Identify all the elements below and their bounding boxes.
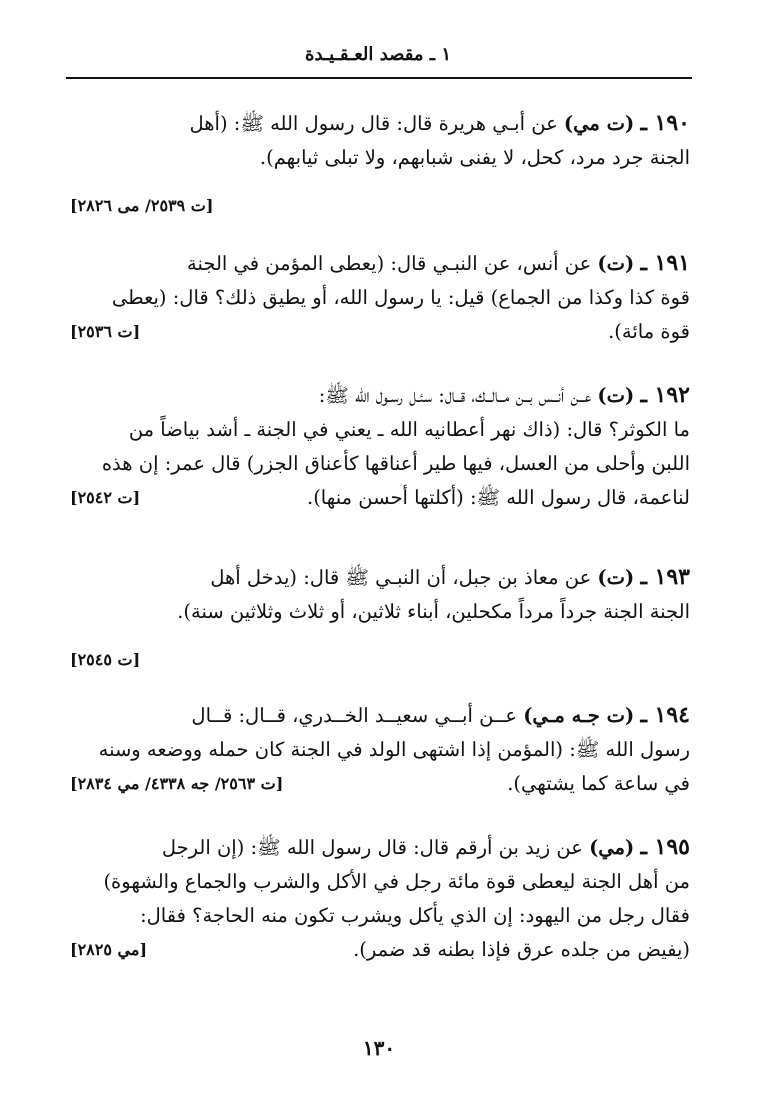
hadith-line <box>66 560 690 595</box>
hadith-text: (يفيض من جلده عرق فإذا بطنه قد ضمر). <box>353 938 690 961</box>
hadith-reference: [ت ٢٥٣٩/ مى ٢٨٢٦] <box>70 196 214 215</box>
hadith-reference: [ت ٢٥٤٥] <box>70 650 141 669</box>
hadith-line: الجنة جرد مرد، كحل، لا يفنى شبابهم، ولا تبلى ثيابهم). <box>259 146 690 169</box>
hadith-line <box>66 106 690 141</box>
hadith-text: قوة مائة). <box>608 320 690 343</box>
hadith-source: (مي) <box>589 836 635 859</box>
hadith-source: (ت) <box>597 566 635 589</box>
hadith-190 <box>66 106 690 175</box>
hadith-192 <box>66 378 690 515</box>
hadith-number: ١٩٤ ـ <box>640 702 690 728</box>
hadith-source: (ت مي) <box>563 112 635 135</box>
hadith-line: فقال رجل من اليهود: إن الذي يأكل ويشرب تكون منه الحاجة؟ فقال: <box>140 904 690 927</box>
hadith-text: عن معاذ بن جبل، أن النبـي ﷺ قال: (يدخل أهل <box>210 566 592 589</box>
hadith-text: عن أنس، عن النبـي قال: (يعطى المؤمن في الجنة <box>187 252 592 275</box>
hadith-number: ١٩٢ ـ <box>640 382 690 408</box>
hadith-source: (ت جـه مـي) <box>523 704 635 727</box>
hadith-195 <box>66 830 690 967</box>
hadith-text: عــن أنــس بــن مــالــك، قــال: سئـل رسـول الله ﷺ: <box>318 384 592 407</box>
hadith-line: من أهل الجنة ليعطى قوة مائة رجل في الأكل والشرب والجماع والشهوة) <box>103 870 690 893</box>
running-header: ١ ـ مقصد العـقـيـدة <box>305 44 451 65</box>
hadith-193 <box>66 560 690 629</box>
hadith-reference: [مي ٢٨٢٥] <box>70 940 148 959</box>
hadith-line <box>66 315 690 349</box>
hadith-line <box>66 246 690 281</box>
hadith-text: عــن أبــي سعيــد الخــدري، قــال: قــال <box>191 704 517 727</box>
hadith-line: الجنة الجنة جرداً مرداً مكحلين، أبناء ثلاثين، أو ثلاث وثلاثين سنة). <box>177 600 690 623</box>
hadith-line <box>66 378 690 413</box>
header-rule <box>66 77 692 79</box>
hadith-source: (ت) <box>597 252 635 275</box>
hadith-line <box>66 481 690 515</box>
hadith-line: قوة كذا وكذا من الجماع) قيل: يا رسول الله، أو يطيق ذلك؟ قال: (يعطى <box>111 286 690 309</box>
hadith-text: في ساعة كما يشتهي). <box>507 772 690 795</box>
hadith-reference: [ت ٢٥٣٦] <box>70 322 141 341</box>
hadith-number: ١٩٠ ـ <box>640 110 690 136</box>
hadith-text: لناعمة، قال رسول الله ﷺ: (أكلتها أحسن منها). <box>307 486 690 509</box>
hadith-number: ١٩٣ ـ <box>640 564 690 590</box>
page-number: ١٣٠ <box>362 1036 396 1060</box>
hadith-191 <box>66 246 690 349</box>
hadith-reference: [ت ٢٥٦٣/ جه ٤٣٣٨/ مي ٢٨٣٤] <box>70 774 284 793</box>
hadith-line: اللبن وأحلى من العسل، فيها طير أعناقها كأعناق الجزر) قال عمر: إن هذه <box>101 452 690 475</box>
hadith-line <box>66 698 690 733</box>
hadith-number: ١٩١ ـ <box>640 250 690 276</box>
hadith-number: ١٩٥ ـ <box>640 834 690 860</box>
hadith-line: رسول الله ﷺ: (المؤمن إذا اشتهى الولد في الجنة كان حمله ووضعه وسنه <box>98 738 690 761</box>
hadith-line: ما الكوثر؟ قال: (ذاك نهر أعطانيه الله ـ يعني في الجنة ـ أشد بياضاً من <box>128 418 690 441</box>
hadith-194 <box>66 698 690 801</box>
hadith-text: عن أبـي هريرة قال: قال رسول الله ﷺ: (أهل <box>189 112 558 135</box>
hadith-line <box>66 933 690 967</box>
hadith-reference: [ت ٢٥٤٢] <box>70 488 141 507</box>
hadith-text: عن زيد بن أرقم قال: قال رسول الله ﷺ: (إن الرجل <box>161 836 583 859</box>
hadith-line <box>66 830 690 865</box>
hadith-source: (ت) <box>597 384 635 407</box>
hadith-line <box>66 767 690 801</box>
